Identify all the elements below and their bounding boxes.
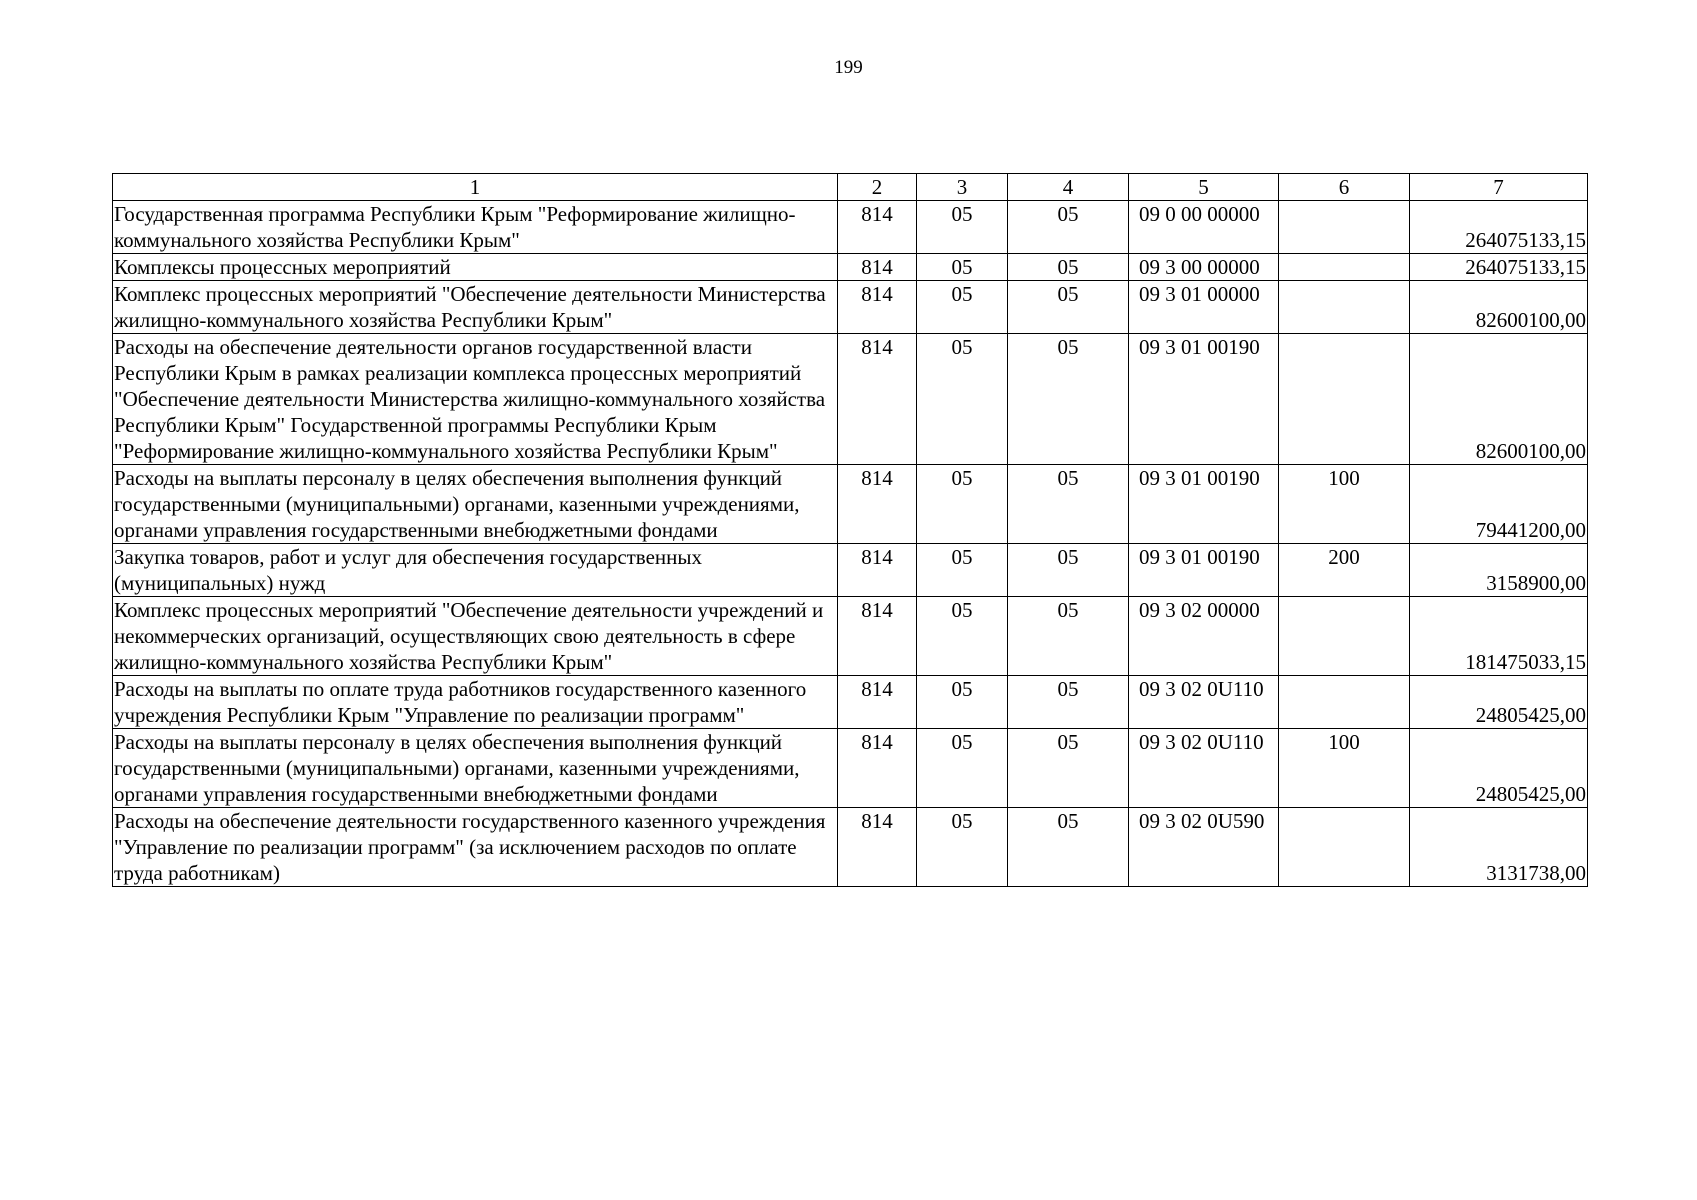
row-name: Государственная программа Республики Крым "Реформирование жилищно-коммунального хозяйства Республики Крым" xyxy=(113,201,838,254)
row-csr: 09 3 01 00000 xyxy=(1129,281,1279,334)
row-grbs: 814 xyxy=(838,465,917,544)
row-name: Расходы на выплаты по оплате труда работников государственного казенного учреждения Республики Крым "Управление по реализации программ" xyxy=(113,676,838,729)
table-row xyxy=(113,544,1588,597)
row-pr: 05 xyxy=(1008,201,1129,254)
row-vr: 100 xyxy=(1279,465,1410,544)
row-rz: 05 xyxy=(917,465,1008,544)
row-csr: 09 3 02 0U110 xyxy=(1129,676,1279,729)
row-name: Комплекс процессных мероприятий "Обеспечение деятельности Министерства жилищно-коммунального хозяйства Республики Крым" xyxy=(113,281,838,334)
row-rz: 05 xyxy=(917,808,1008,887)
table-row xyxy=(113,729,1588,808)
row-pr: 05 xyxy=(1008,729,1129,808)
row-amount: 82600100,00 xyxy=(1410,281,1588,334)
row-pr: 05 xyxy=(1008,254,1129,281)
table-row xyxy=(113,334,1588,465)
row-pr: 05 xyxy=(1008,544,1129,597)
table-row xyxy=(113,808,1588,887)
row-pr: 05 xyxy=(1008,597,1129,676)
row-vr xyxy=(1279,676,1410,729)
row-amount: 24805425,00 xyxy=(1410,676,1588,729)
row-pr: 05 xyxy=(1008,334,1129,465)
row-rz: 05 xyxy=(917,334,1008,465)
row-amount: 264075133,15 xyxy=(1410,201,1588,254)
column-header: 7 xyxy=(1410,174,1588,201)
table-row xyxy=(113,676,1588,729)
budget-table xyxy=(112,173,1588,887)
row-name: Расходы на выплаты персоналу в целях обеспечения выполнения функций государственными (муниципальными) органами, казенными учреждениями, органами управления государственными внебюджетными фондами xyxy=(113,729,838,808)
row-csr: 09 0 00 00000 xyxy=(1129,201,1279,254)
row-vr: 100 xyxy=(1279,729,1410,808)
table-row xyxy=(113,254,1588,281)
row-csr: 09 3 00 00000 xyxy=(1129,254,1279,281)
row-grbs: 814 xyxy=(838,676,917,729)
row-name: Расходы на обеспечение деятельности органов государственной власти Республики Крым в рамках реализации комплекса процессных мероприятий "Обеспечение деятельности Министерства жилищно-коммунального хозяйства Республики Крым" Государственной программы Республики Крым "Реформирование жилищно-коммунального хозяйства Республики Крым" xyxy=(113,334,838,465)
row-grbs: 814 xyxy=(838,597,917,676)
row-grbs: 814 xyxy=(838,201,917,254)
row-vr xyxy=(1279,597,1410,676)
row-vr: 200 xyxy=(1279,544,1410,597)
row-pr: 05 xyxy=(1008,465,1129,544)
table-row xyxy=(113,465,1588,544)
row-csr: 09 3 02 00000 xyxy=(1129,597,1279,676)
row-rz: 05 xyxy=(917,254,1008,281)
page-number: 199 xyxy=(834,57,863,78)
column-header: 5 xyxy=(1129,174,1279,201)
row-rz: 05 xyxy=(917,281,1008,334)
row-amount: 24805425,00 xyxy=(1410,729,1588,808)
row-vr xyxy=(1279,254,1410,281)
row-rz: 05 xyxy=(917,676,1008,729)
row-amount: 181475033,15 xyxy=(1410,597,1588,676)
row-amount: 82600100,00 xyxy=(1410,334,1588,465)
row-amount: 264075133,15 xyxy=(1410,254,1588,281)
table-row xyxy=(113,281,1588,334)
row-grbs: 814 xyxy=(838,544,917,597)
row-grbs: 814 xyxy=(838,729,917,808)
row-amount: 3158900,00 xyxy=(1410,544,1588,597)
row-rz: 05 xyxy=(917,729,1008,808)
row-name: Закупка товаров, работ и услуг для обеспечения государственных (муниципальных) нужд xyxy=(113,544,838,597)
row-grbs: 814 xyxy=(838,281,917,334)
row-csr: 09 3 01 00190 xyxy=(1129,465,1279,544)
table-header-row xyxy=(113,174,1588,201)
row-csr: 09 3 01 00190 xyxy=(1129,544,1279,597)
table-row xyxy=(113,597,1588,676)
row-grbs: 814 xyxy=(838,254,917,281)
row-pr: 05 xyxy=(1008,808,1129,887)
row-vr xyxy=(1279,201,1410,254)
column-header: 6 xyxy=(1279,174,1410,201)
row-name: Комплекс процессных мероприятий "Обеспечение деятельности учреждений и некоммерческих организаций, осуществляющих свою деятельность в сфере жилищно-коммунального хозяйства Республики Крым" xyxy=(113,597,838,676)
column-header: 4 xyxy=(1008,174,1129,201)
row-name: Расходы на выплаты персоналу в целях обеспечения выполнения функций государственными (муниципальными) органами, казенными учреждениями, органами управления государственными внебюджетными фондами xyxy=(113,465,838,544)
row-vr xyxy=(1279,334,1410,465)
row-csr: 09 3 02 0U110 xyxy=(1129,729,1279,808)
table-row xyxy=(113,201,1588,254)
column-header: 1 xyxy=(113,174,838,201)
row-name: Расходы на обеспечение деятельности государственного казенного учреждения "Управление по реализации программ" (за исключением расходов по оплате труда работникам) xyxy=(113,808,838,887)
row-grbs: 814 xyxy=(838,334,917,465)
column-header: 2 xyxy=(838,174,917,201)
row-amount: 79441200,00 xyxy=(1410,465,1588,544)
row-rz: 05 xyxy=(917,544,1008,597)
row-grbs: 814 xyxy=(838,808,917,887)
row-vr xyxy=(1279,808,1410,887)
column-header: 3 xyxy=(917,174,1008,201)
row-csr: 09 3 02 0U590 xyxy=(1129,808,1279,887)
row-pr: 05 xyxy=(1008,281,1129,334)
row-pr: 05 xyxy=(1008,676,1129,729)
row-csr: 09 3 01 00190 xyxy=(1129,334,1279,465)
row-rz: 05 xyxy=(917,597,1008,676)
row-amount: 3131738,00 xyxy=(1410,808,1588,887)
row-rz: 05 xyxy=(917,201,1008,254)
row-vr xyxy=(1279,281,1410,334)
row-name: Комплексы процессных мероприятий xyxy=(113,254,838,281)
